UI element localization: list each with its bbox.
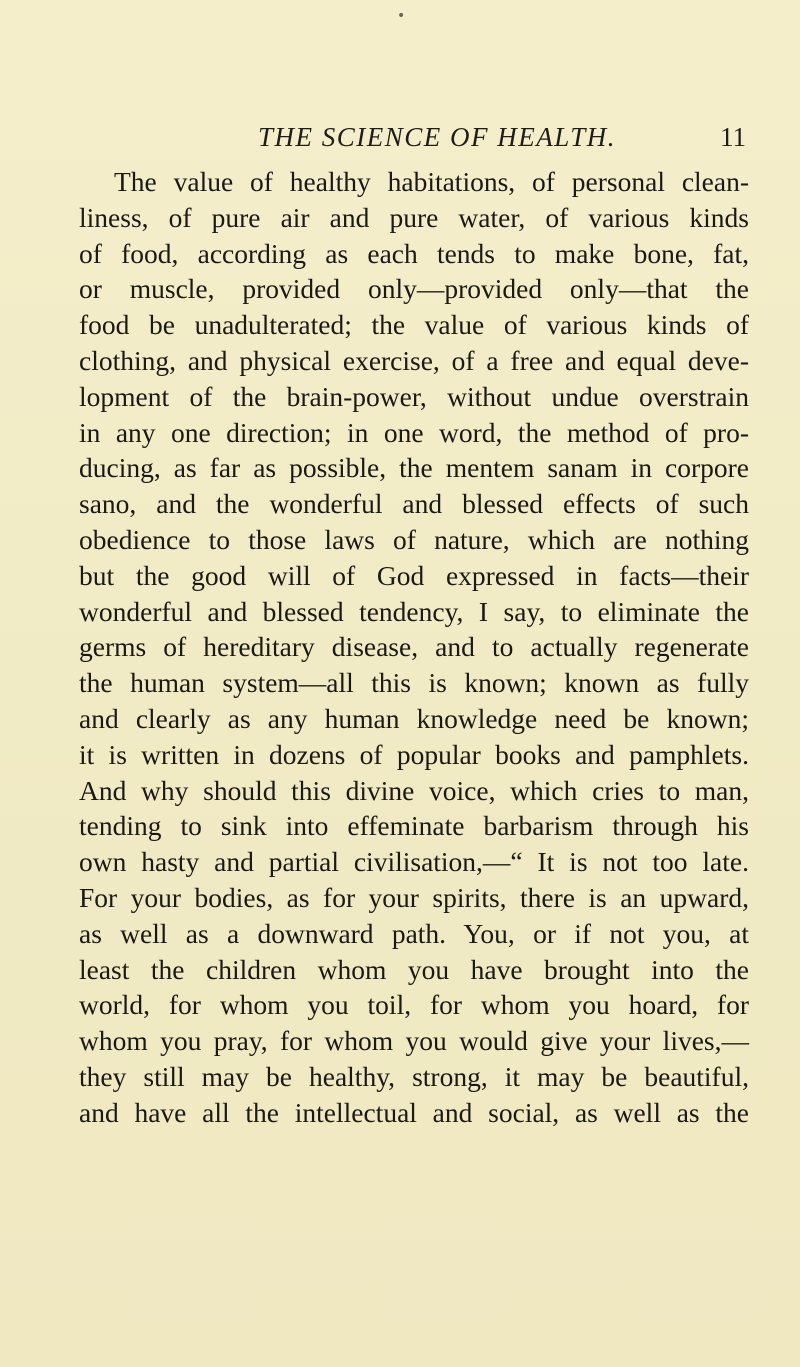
text-line: it is written in dozens of popular books and pamphlets.: [79, 738, 749, 770]
text-line: liness, of pure air and pure water, of various kinds: [79, 201, 749, 233]
text-line: whom you pray, for whom you would give your lives,—: [79, 1025, 749, 1057]
text-line: wonderful and blessed tendency, I say, to eliminate the: [79, 595, 749, 627]
text-line: in any one direction; in one word, the method of pro-: [79, 416, 749, 448]
text-line: world, for whom you toil, for whom you hoard, for: [79, 989, 749, 1021]
text-line: lopment of the brain-power, without undue overstrain: [79, 380, 749, 412]
text-line: food be unadulterated; the value of various kinds of: [79, 309, 749, 341]
text-line: own hasty and partial civilisation,—“ It is not too late.: [79, 846, 749, 878]
page-header: [258, 122, 746, 162]
text-line: ducing, as far as possible, the mentem sanam in corpore: [79, 452, 749, 484]
text-line: And why should this divine voice, which cries to man,: [79, 774, 749, 806]
text-line: germs of hereditary disease, and to actually regenerate: [79, 631, 749, 663]
stray-mark: •: [397, 8, 406, 24]
text-line: or muscle, provided only—provided only—that the: [79, 273, 749, 305]
running-title: THE SCIENCE OF HEALTH.: [258, 122, 616, 152]
text-line: sano, and the wonderful and blessed effects of such: [79, 488, 749, 520]
text-line: of food, according as each tends to make bone, fat,: [79, 237, 749, 269]
text-line: and clearly as any human knowledge need be known;: [79, 702, 749, 734]
page-number: 11: [720, 122, 746, 152]
text-line: as well as a downward path. You, or if not you, at: [79, 917, 749, 949]
text-line: The value of healthy habitations, of personal clean-: [114, 166, 749, 197]
text-line: For your bodies, as for your spirits, there is an upward,: [79, 881, 749, 913]
text-line: least the children whom you have brought into the: [79, 953, 749, 985]
text-line: tending to sink into effeminate barbarism through his: [79, 810, 749, 842]
text-line: clothing, and physical exercise, of a free and equal deve-: [79, 344, 749, 376]
body-text: [79, 164, 749, 1131]
text-line: obedience to those laws of nature, which are nothing: [79, 523, 749, 555]
text-line: but the good will of God expressed in facts—their: [79, 559, 749, 591]
text-line: the human system—all this is known; known as fully: [79, 667, 749, 699]
text-line: and have all the intellectual and social, as well as the: [79, 1096, 749, 1128]
text-line: they still may be healthy, strong, it may be beautiful,: [79, 1060, 749, 1092]
